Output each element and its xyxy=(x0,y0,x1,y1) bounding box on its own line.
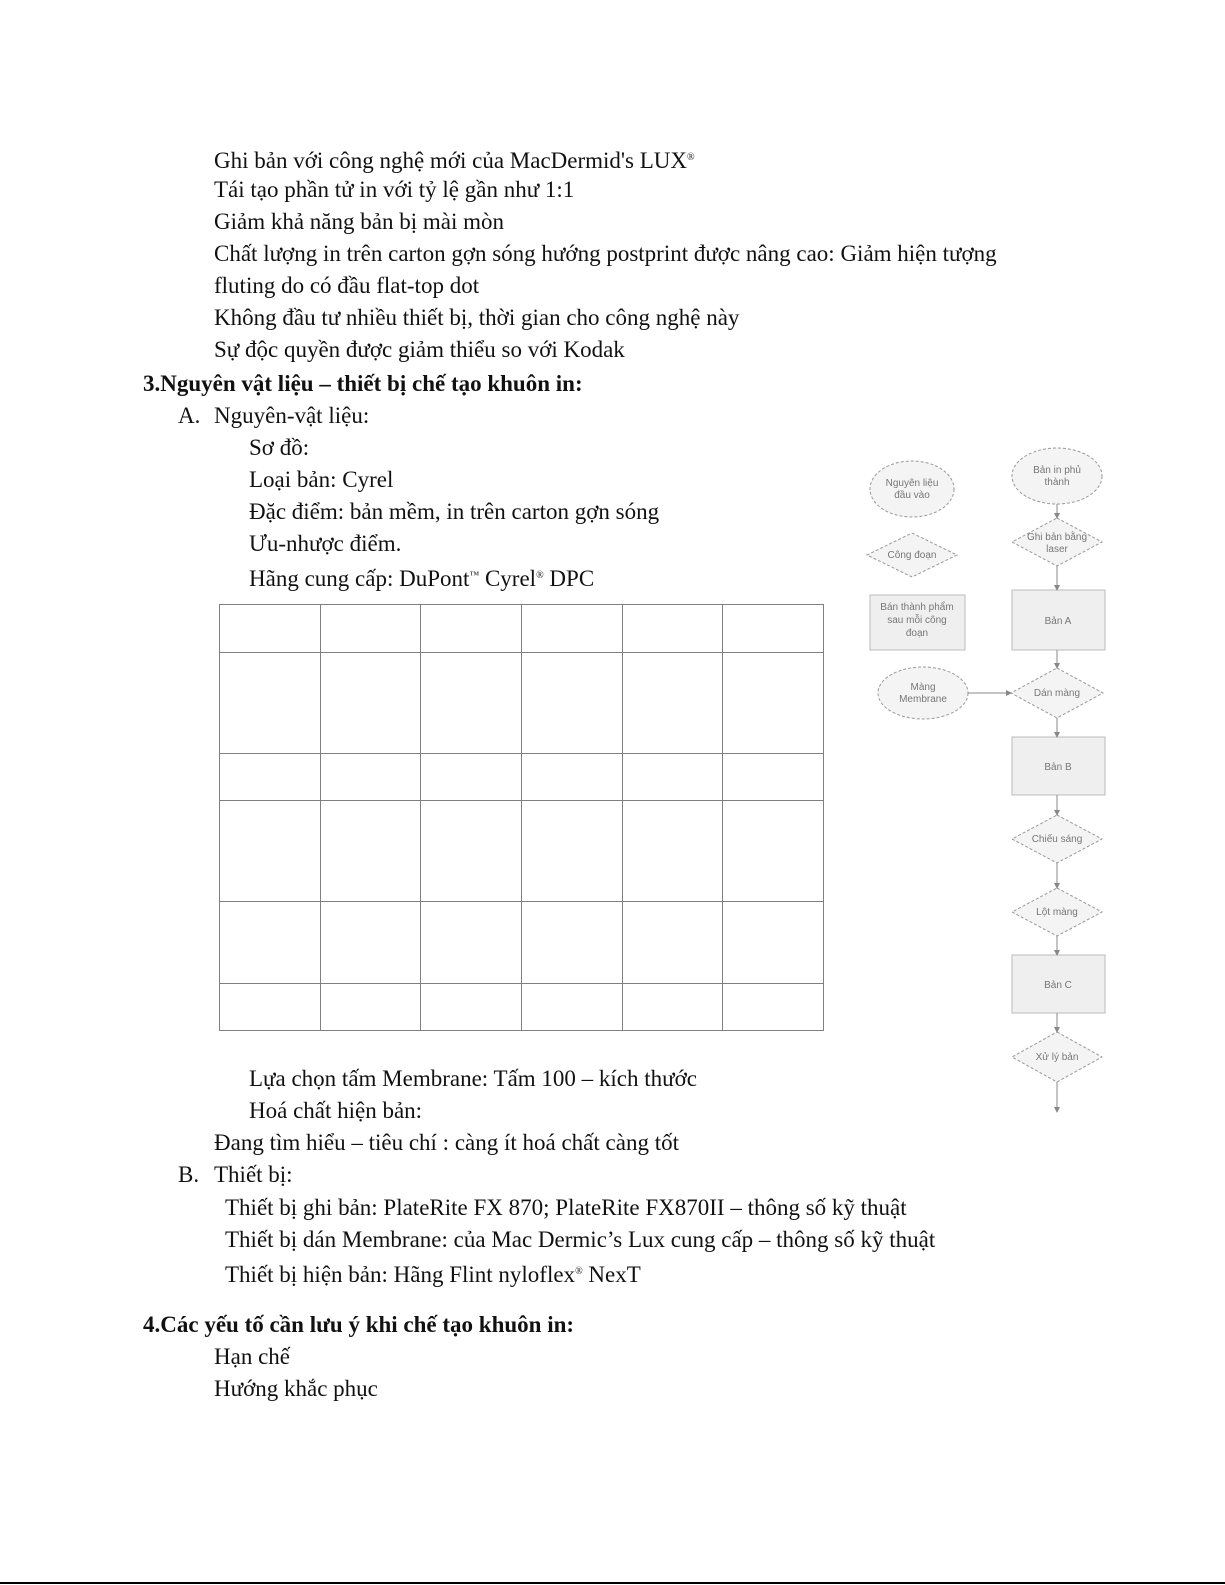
a-item-plate-type: Loại bản: Cyrel xyxy=(249,467,394,492)
a-item-supplier: Hãng cung cấp: DuPont™ Cyrel® DPC xyxy=(249,566,595,591)
membrane-input-shape xyxy=(878,667,968,719)
table-row xyxy=(220,984,824,1031)
registered-mark: ® xyxy=(575,1266,583,1277)
registered-mark: ® xyxy=(536,570,544,581)
table-cell xyxy=(320,801,421,902)
table-cell xyxy=(220,653,321,754)
table-cell xyxy=(521,605,622,653)
peel-label: Lột màng xyxy=(1036,907,1078,918)
start-label: Bản in phủ xyxy=(1033,465,1081,476)
table-cell xyxy=(723,902,824,984)
table-cell xyxy=(320,984,421,1031)
table-cell xyxy=(622,754,723,801)
laser-label: Ghi bản bằng xyxy=(1026,532,1088,543)
laser-label: laser xyxy=(1046,544,1068,555)
expose-label: Chiếu sáng xyxy=(1031,834,1083,845)
sub-a-label: A. xyxy=(178,403,201,428)
sub-b-label: B. xyxy=(178,1162,200,1187)
table-cell xyxy=(320,902,421,984)
table-cell xyxy=(521,984,622,1031)
intro-line-1: Ghi bản với công nghệ mới của MacDermid's LUX® xyxy=(214,148,695,173)
legend-product-label: Bán thành phẩm xyxy=(880,602,954,613)
intro-line-6: Không đầu tư nhiều thiết bị, thời gian cho công nghệ này xyxy=(214,305,740,330)
trademark-mark: ™ xyxy=(469,570,480,581)
b-item-laminator: Thiết bị dán Membrane: của Mac Dermic’s Lux cung cấp – thông số kỹ thuật xyxy=(225,1227,936,1252)
intro-line-7: Sự độc quyền được giảm thiểu so với Kodak xyxy=(214,337,625,362)
intro-line-2: Tái tạo phần tử in với tỷ lệ gần như 1:1 xyxy=(214,177,575,202)
start-shape xyxy=(1012,448,1102,504)
sub-a-title: Nguyên-vật liệu: xyxy=(214,403,370,428)
table-cell xyxy=(320,754,421,801)
intro-line-5: fluting do có đầu flat-top dot xyxy=(214,273,480,298)
table-cell xyxy=(723,754,824,801)
plate-b-label: Bản B xyxy=(1044,762,1072,773)
table-cell xyxy=(521,754,622,801)
research-note: Đang tìm hiểu – tiêu chí : càng ít hoá chất càng tốt xyxy=(214,1130,679,1155)
table-cell xyxy=(622,605,723,653)
table-cell xyxy=(723,653,824,754)
table-cell xyxy=(320,653,421,754)
plate-c-label: Bản C xyxy=(1044,980,1072,991)
a-item-diagram: Sơ đồ: xyxy=(249,435,310,460)
table-cell xyxy=(220,984,321,1031)
table-cell xyxy=(521,801,622,902)
legend-product-label: đoạn xyxy=(905,628,929,639)
table-cell xyxy=(220,754,321,801)
section-4-item-limits: Hạn chế xyxy=(214,1344,290,1369)
membrane-input-label: Membrane xyxy=(899,694,947,705)
page-bottom-rule xyxy=(0,1582,1225,1584)
table-row xyxy=(220,801,824,902)
legend-product-label: sau mỗi công xyxy=(887,615,947,626)
legend-input-shape xyxy=(870,461,954,517)
sub-b-title: Thiết bị: xyxy=(214,1162,293,1187)
table-cell xyxy=(421,754,522,801)
materials-table xyxy=(219,604,824,1031)
registered-mark: ® xyxy=(687,152,695,163)
b-item-platesetter: Thiết bị ghi bản: PlateRite FX 870; PlateRite FX870II – thông số kỹ thuật xyxy=(225,1195,907,1220)
process-label: Xử lý bản xyxy=(1035,1052,1079,1063)
table-row xyxy=(220,754,824,801)
section-4-item-remedies: Hướng khắc phục xyxy=(214,1376,378,1401)
process-flowchart xyxy=(860,440,1125,1130)
membrane-input-label: Màng xyxy=(910,682,936,693)
table-cell xyxy=(622,653,723,754)
table-row xyxy=(220,653,824,754)
a-item-pros-cons: Ưu-nhược điểm. xyxy=(249,531,402,556)
table-cell xyxy=(220,902,321,984)
table-row xyxy=(220,902,824,984)
table-cell xyxy=(622,984,723,1031)
table-cell xyxy=(421,605,522,653)
table-cell xyxy=(421,653,522,754)
table-cell xyxy=(622,902,723,984)
table-cell xyxy=(521,902,622,984)
table-cell xyxy=(622,801,723,902)
legend-process-label: Công đoạn xyxy=(887,550,937,561)
intro-line-4: Chất lượng in trên carton gợn sóng hướng postprint được nâng cao: Giảm hiện tượng xyxy=(214,241,997,266)
section-4-heading: 4.Các yếu tố cần lưu ý khi chế tạo khuôn in: xyxy=(143,1312,575,1337)
membrane-choice: Lựa chọn tấm Membrane: Tấm 100 – kích thước xyxy=(249,1066,697,1091)
table-cell xyxy=(220,801,321,902)
table-cell xyxy=(421,902,522,984)
table-cell xyxy=(421,801,522,902)
table-cell xyxy=(521,653,622,754)
legend-input-label: đầu vào xyxy=(894,490,930,501)
b-item-processor: Thiết bị hiện bản: Hãng Flint nyloflex® NexT xyxy=(225,1262,641,1287)
laminate-label: Dán màng xyxy=(1033,688,1081,699)
start-label: thành xyxy=(1044,477,1070,488)
table-cell xyxy=(723,801,824,902)
legend-input-label: Nguyên liệu xyxy=(885,478,939,489)
table-cell xyxy=(723,984,824,1031)
table-cell xyxy=(421,984,522,1031)
table-cell xyxy=(320,605,421,653)
table-row xyxy=(220,605,824,653)
developer-chemicals: Hoá chất hiện bản: xyxy=(249,1098,423,1123)
table-cell xyxy=(723,605,824,653)
section-3-heading: 3.Nguyên vật liệu – thiết bị chế tạo khuôn in: xyxy=(143,371,583,396)
table-cell xyxy=(220,605,321,653)
a-item-features: Đặc điểm: bản mềm, in trên carton gợn sóng xyxy=(249,499,660,524)
plate-a-label: Bản A xyxy=(1044,616,1072,627)
intro-line-3: Giảm khả năng bản bị mài mòn xyxy=(214,209,504,234)
